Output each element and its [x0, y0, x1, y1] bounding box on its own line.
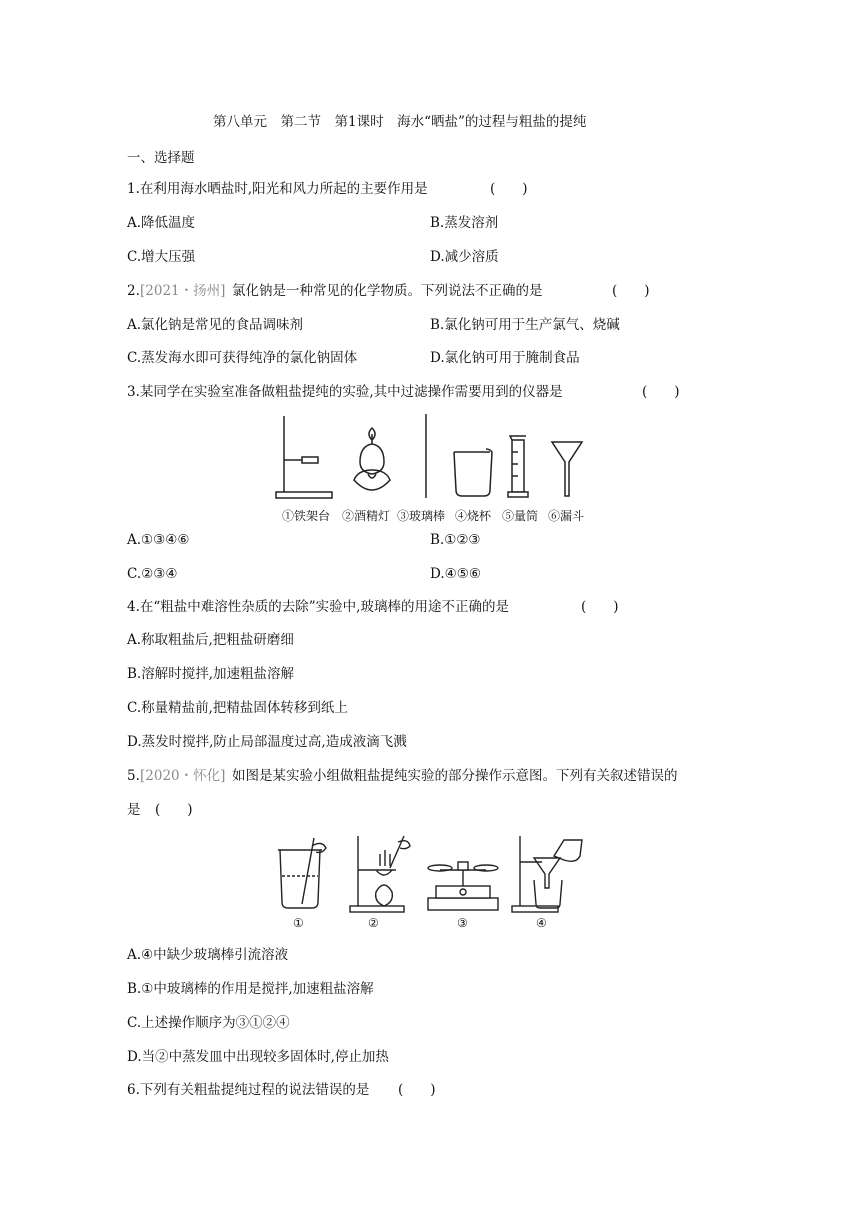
option-a[interactable]: A.④中缺少玻璃棒引流溶液	[127, 947, 289, 963]
figure-label-beaker: ④烧杯	[455, 509, 492, 523]
question-2-stem: 氯化钠是一种常见的化学物质。下列说法不正确的是	[232, 283, 543, 299]
balance-scale-icon	[428, 862, 498, 910]
figure-label-step-3: ③	[457, 916, 468, 930]
option-c[interactable]: C.蒸发海水即可获得纯净的氯化钠固体	[127, 350, 358, 366]
option-d[interactable]: D.蒸发时搅拌,防止局部温度过高,造成液滴飞溅	[127, 734, 407, 750]
option-c[interactable]: C.称量精盐前,把精盐固体转移到纸上	[127, 700, 348, 716]
answer-blank[interactable]: ( )	[581, 599, 619, 615]
alcohol-lamp-icon	[354, 428, 390, 490]
question-6-stem: 6.下列有关粗盐提纯过程的说法错误的是	[127, 1082, 370, 1098]
purification-steps-figure	[272, 832, 592, 914]
dissolving-beaker-icon	[278, 838, 326, 908]
figure-label-funnel: ⑥漏斗	[548, 509, 585, 523]
evaporation-setup-icon	[350, 836, 410, 912]
question-1-stem: 1.在利用海水晒盐时,阳光和风力所起的主要作用是	[127, 181, 428, 197]
lab-instruments-figure	[272, 412, 592, 502]
option-a[interactable]: A.降低温度	[127, 215, 196, 231]
beaker-icon	[454, 449, 492, 496]
option-b[interactable]: B.氯化钠可用于生产氯气、烧碱	[430, 317, 620, 333]
option-a[interactable]: A.称取粗盐后,把粗盐研磨细	[127, 632, 294, 648]
section-heading: 一、选择题	[127, 150, 195, 166]
figure-label-alcohol-lamp: ②酒精灯	[342, 509, 391, 523]
question-5-source: [2020・怀化]	[140, 768, 226, 784]
measuring-cylinder-icon	[508, 436, 528, 497]
option-d[interactable]: D.④⑤⑥	[430, 566, 481, 582]
option-d[interactable]: D.减少溶质	[430, 249, 499, 265]
question-4-stem: 4.在“粗盐中难溶性杂质的去除”实验中,玻璃棒的用途不正确的是	[127, 599, 509, 615]
option-b[interactable]: B.①②③	[430, 532, 481, 548]
option-b[interactable]: B.溶解时搅拌,加速粗盐溶解	[127, 666, 295, 682]
option-a[interactable]: A.氯化钠是常见的食品调味剂	[127, 317, 304, 333]
answer-blank[interactable]: ( )	[155, 802, 193, 818]
option-c[interactable]: C.上述操作顺序为③①②④	[127, 1015, 290, 1031]
page-title: 第八单元 第二节 第1课时 海水“晒盐”的过程与粗盐的提纯	[213, 114, 587, 130]
figure-label-step-1: ①	[293, 916, 304, 930]
question-5-stem-continued: 是	[127, 802, 141, 818]
figure-label-step-2: ②	[368, 916, 379, 930]
option-d[interactable]: D.氯化钠可用于腌制食品	[430, 350, 580, 366]
question-5-number: 5.	[127, 768, 140, 784]
option-a[interactable]: A.①③④⑥	[127, 532, 190, 548]
answer-blank[interactable]: ( )	[642, 384, 680, 400]
answer-blank[interactable]: ( )	[612, 283, 650, 299]
option-c[interactable]: C.增大压强	[127, 249, 196, 265]
question-2-source: [2021・扬州]	[140, 283, 226, 299]
question-2-number: 2.	[127, 283, 140, 299]
answer-blank[interactable]: ( )	[490, 181, 528, 197]
answer-blank[interactable]: ( )	[398, 1082, 436, 1098]
figure-label-step-4: ④	[536, 916, 547, 930]
option-d[interactable]: D.当②中蒸发皿中出现较多固体时,停止加热	[127, 1049, 389, 1065]
option-b[interactable]: B.①中玻璃棒的作用是搅拌,加速粗盐溶解	[127, 981, 374, 997]
figure-label-iron-stand: ①铁架台	[282, 509, 331, 523]
iron-stand-icon	[276, 416, 332, 498]
funnel-icon	[552, 442, 582, 496]
option-b[interactable]: B.蒸发溶剂	[430, 215, 499, 231]
question-5-stem: 如图是某实验小组做粗盐提纯实验的部分操作示意图。下列有关叙述错误的	[232, 768, 678, 784]
figure-label-glass-rod: ③玻璃棒	[397, 509, 446, 523]
figure-label-measuring-cylinder: ⑤量筒	[502, 509, 539, 523]
filtration-setup-icon	[512, 836, 582, 912]
option-c[interactable]: C.②③④	[127, 566, 178, 582]
question-3-stem: 3.某同学在实验室准备做粗盐提纯的实验,其中过滤操作需要用到的仪器是	[127, 384, 563, 400]
